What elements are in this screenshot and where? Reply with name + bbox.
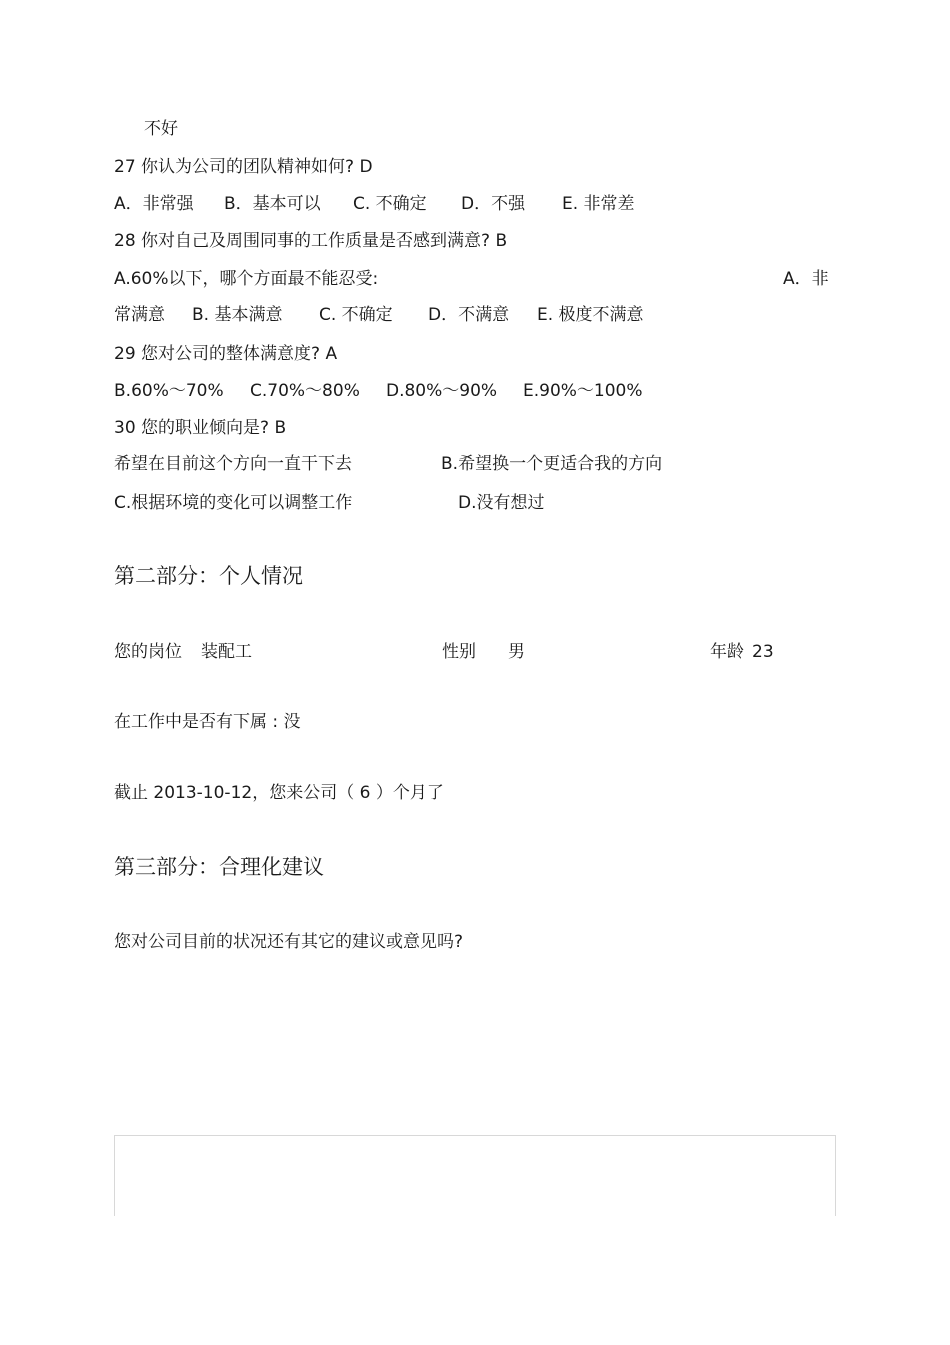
suggestion-answer-box[interactable] [114, 1135, 836, 1216]
q27-option-b: B．基本可以 [224, 194, 321, 214]
tenure-line: 截止 2013-10-12，您来公司（ 6 ）个月了 [114, 783, 444, 803]
q28-option-e: E. 极度不满意 [537, 305, 644, 325]
q29-option-c: C.70%～80% [250, 381, 360, 401]
q30-option-c: C.根据环境的变化可以调整工作 [114, 493, 353, 513]
part3-heading: 第三部分：合理化建议 [114, 855, 324, 879]
q27-question: 27 你认为公司的团队精神如何? D [114, 157, 373, 177]
q27-option-c: C. 不确定 [353, 194, 427, 214]
q28-option-d: D．不满意 [428, 305, 510, 325]
q26-answer-tail: 不好 [144, 119, 178, 139]
position-value: 装配工 [201, 642, 252, 662]
part2-heading: 第二部分：个人情况 [114, 564, 303, 588]
q27-option-e: E. 非常差 [562, 194, 635, 214]
q27-option-d: D．不强 [461, 194, 526, 214]
subordinates-line: 在工作中是否有下属 : 没 [114, 712, 301, 732]
q28-option-a-tail: 常满意 [114, 305, 165, 325]
q30-option-b: B.希望换一个更适合我的方向 [441, 454, 663, 474]
q28-option-b: B. 基本满意 [192, 305, 283, 325]
age-label: 年龄 [710, 642, 744, 662]
q29-option-e: E.90%～100% [523, 381, 643, 401]
q30-option-d: D.没有想过 [458, 493, 545, 513]
q28-line-a-right: A．非 [783, 269, 829, 289]
q28-question: 28 你对自己及周围同事的工作质量是否感到满意? B [114, 231, 508, 251]
q29-option-d: D.80%～90% [386, 381, 498, 401]
q30-question: 30 您的职业倾向是? B [114, 418, 287, 438]
q29-option-b: B.60%～70% [114, 381, 224, 401]
age-value: 23 [752, 642, 774, 662]
gender-label: 性别 [442, 642, 476, 662]
q28-option-c: C. 不确定 [319, 305, 393, 325]
q28-line-a: A.60%以下，哪个方面最不能忍受: [114, 269, 379, 289]
gender-value: 男 [508, 642, 525, 662]
suggestion-question: 您对公司目前的状况还有其它的建议或意见吗? [114, 932, 464, 952]
q30-option-a: 希望在目前这个方向一直干下去 [114, 454, 352, 474]
position-label: 您的岗位 [114, 642, 182, 662]
q29-question: 29 您对公司的整体满意度? A [114, 344, 338, 364]
q27-option-a: A．非常强 [114, 194, 194, 214]
